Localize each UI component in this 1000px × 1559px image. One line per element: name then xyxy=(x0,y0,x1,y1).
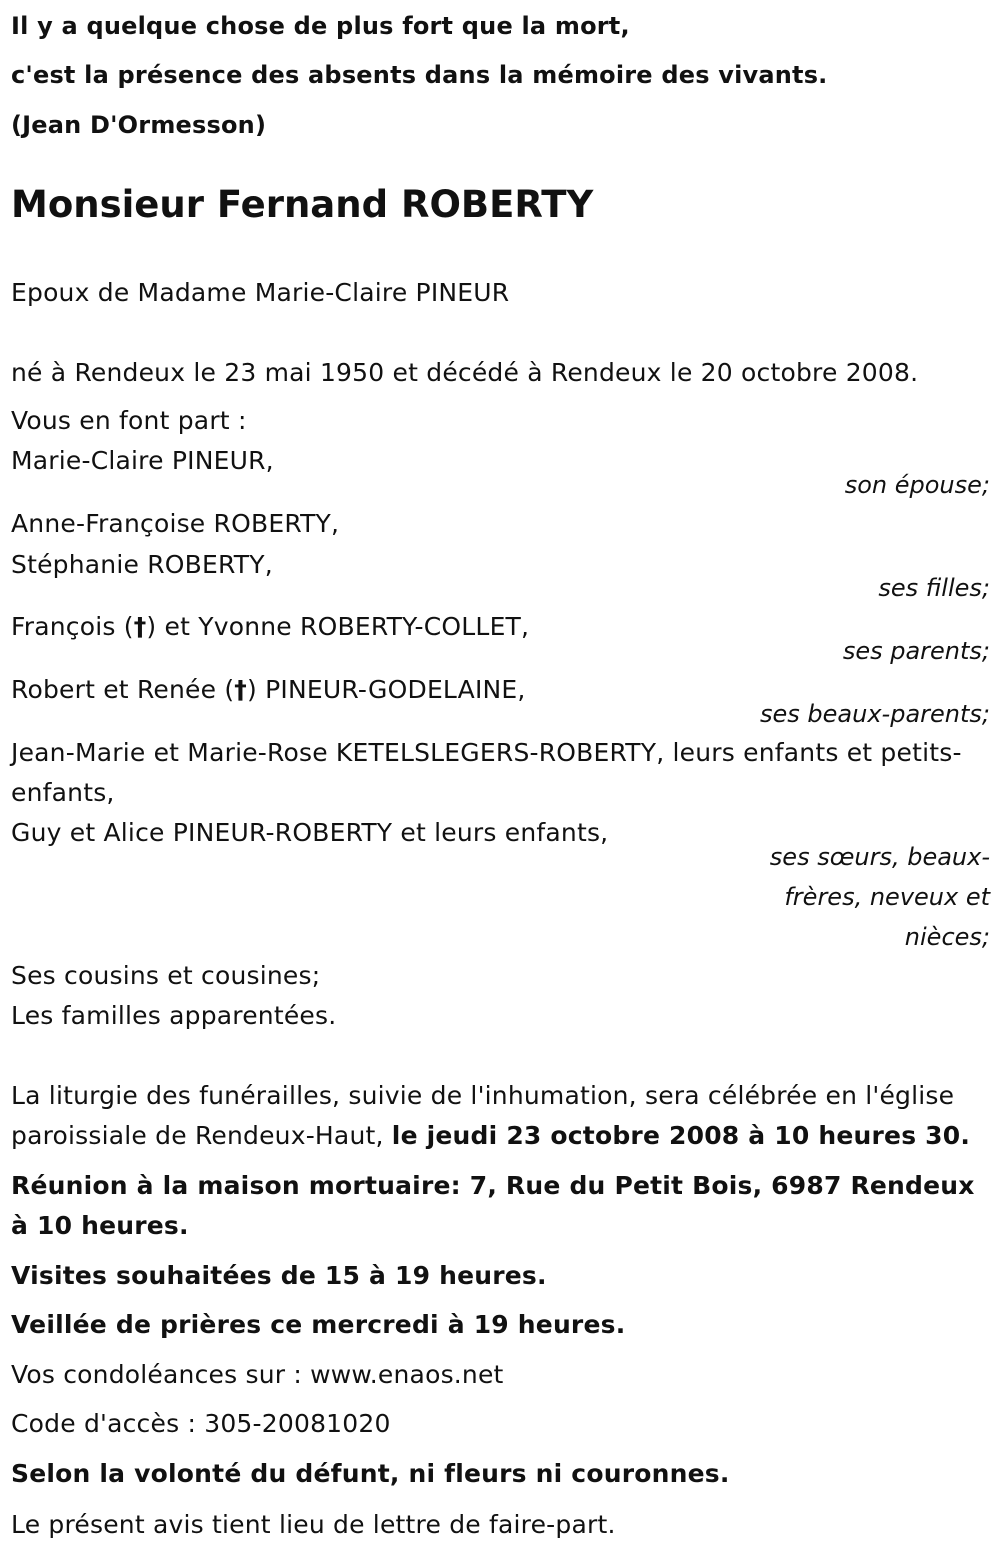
parents-line xyxy=(11,607,529,647)
inlaws-text-b: ) PINEUR-GODELAINE, xyxy=(247,675,526,704)
meeting-line: Réunion à la maison mortuaire: 7, Rue du Petit Bois, 6987 Rendeux à 10 heures. xyxy=(11,1171,975,1240)
dates-line: né à Rendeux le 23 mai 1950 et décédé à Rendeux le 20 octobre 2008. xyxy=(11,358,919,387)
announcers-intro: Vous en font part : xyxy=(11,406,247,435)
quote-author: (Jean D'Ormesson) xyxy=(11,111,267,139)
liturgy-date: le jeudi 23 octobre 2008 à 10 heures 30. xyxy=(391,1121,971,1150)
no-flowers-line: Selon la volonté du défunt, ni fleurs ni couronnes. xyxy=(11,1459,730,1488)
cousins-line: Ses cousins et cousines; xyxy=(11,961,321,990)
notice-line: Le présent avis tient lieu de lettre de faire-part. xyxy=(11,1510,616,1539)
parents-role: ses parents; xyxy=(842,637,990,665)
daughters-role: ses filles; xyxy=(878,574,990,602)
siblings-role: ses sœurs, beaux-frères, neveux et nièces; xyxy=(769,843,990,951)
liturgy-text: La liturgie des funérailles, suivie de l'inhumation, sera célébrée en l'église paroissiale de Rendeux-Haut, xyxy=(11,1081,955,1150)
visits-line: Visites souhaitées de 15 à 19 heures. xyxy=(11,1261,547,1290)
vigil-line: Veillée de prières ce mercredi à 19 heures. xyxy=(11,1310,626,1339)
spouse-name: Marie-Claire PINEUR, xyxy=(11,446,274,475)
parents-text-a: François ( xyxy=(11,612,134,641)
access-code-line: Code d'accès : 305-20081020 xyxy=(11,1409,391,1438)
inlaws-role: ses beaux-parents; xyxy=(760,700,990,728)
spouse-role: son épouse; xyxy=(844,471,990,499)
daughter-1: Anne-Françoise ROBERTY, xyxy=(11,509,340,538)
quote-line-2: c'est la présence des absents dans la mémoire des vivants. xyxy=(11,61,828,89)
daughter-2: Stéphanie ROBERTY, xyxy=(11,550,273,579)
parents-text-b: ) et Yvonne ROBERTY-COLLET, xyxy=(146,612,530,641)
siblings-line-1: Jean-Marie et Marie-Rose KETELSLEGERS-ROBERTY, leurs enfants et petits-enfants, xyxy=(11,738,962,807)
inlaws-text-a: Robert et Renée ( xyxy=(11,675,235,704)
quote-line-1: Il y a quelque chose de plus fort que la mort, xyxy=(11,12,630,40)
condolences-line: Vos condoléances sur : www.enaos.net xyxy=(11,1360,504,1389)
deceased-name: Monsieur Fernand ROBERTY xyxy=(11,183,594,226)
liturgy-paragraph xyxy=(11,1076,991,1156)
spouse-line: Epoux de Madame Marie-Claire PINEUR xyxy=(11,278,510,307)
inlaws-line xyxy=(11,670,526,710)
cross-icon: † xyxy=(133,612,147,641)
cross-icon: † xyxy=(234,675,247,704)
families-line: Les familles apparentées. xyxy=(11,1001,337,1030)
siblings-line-2: Guy et Alice PINEUR-ROBERTY et leurs enfants, xyxy=(11,818,609,847)
